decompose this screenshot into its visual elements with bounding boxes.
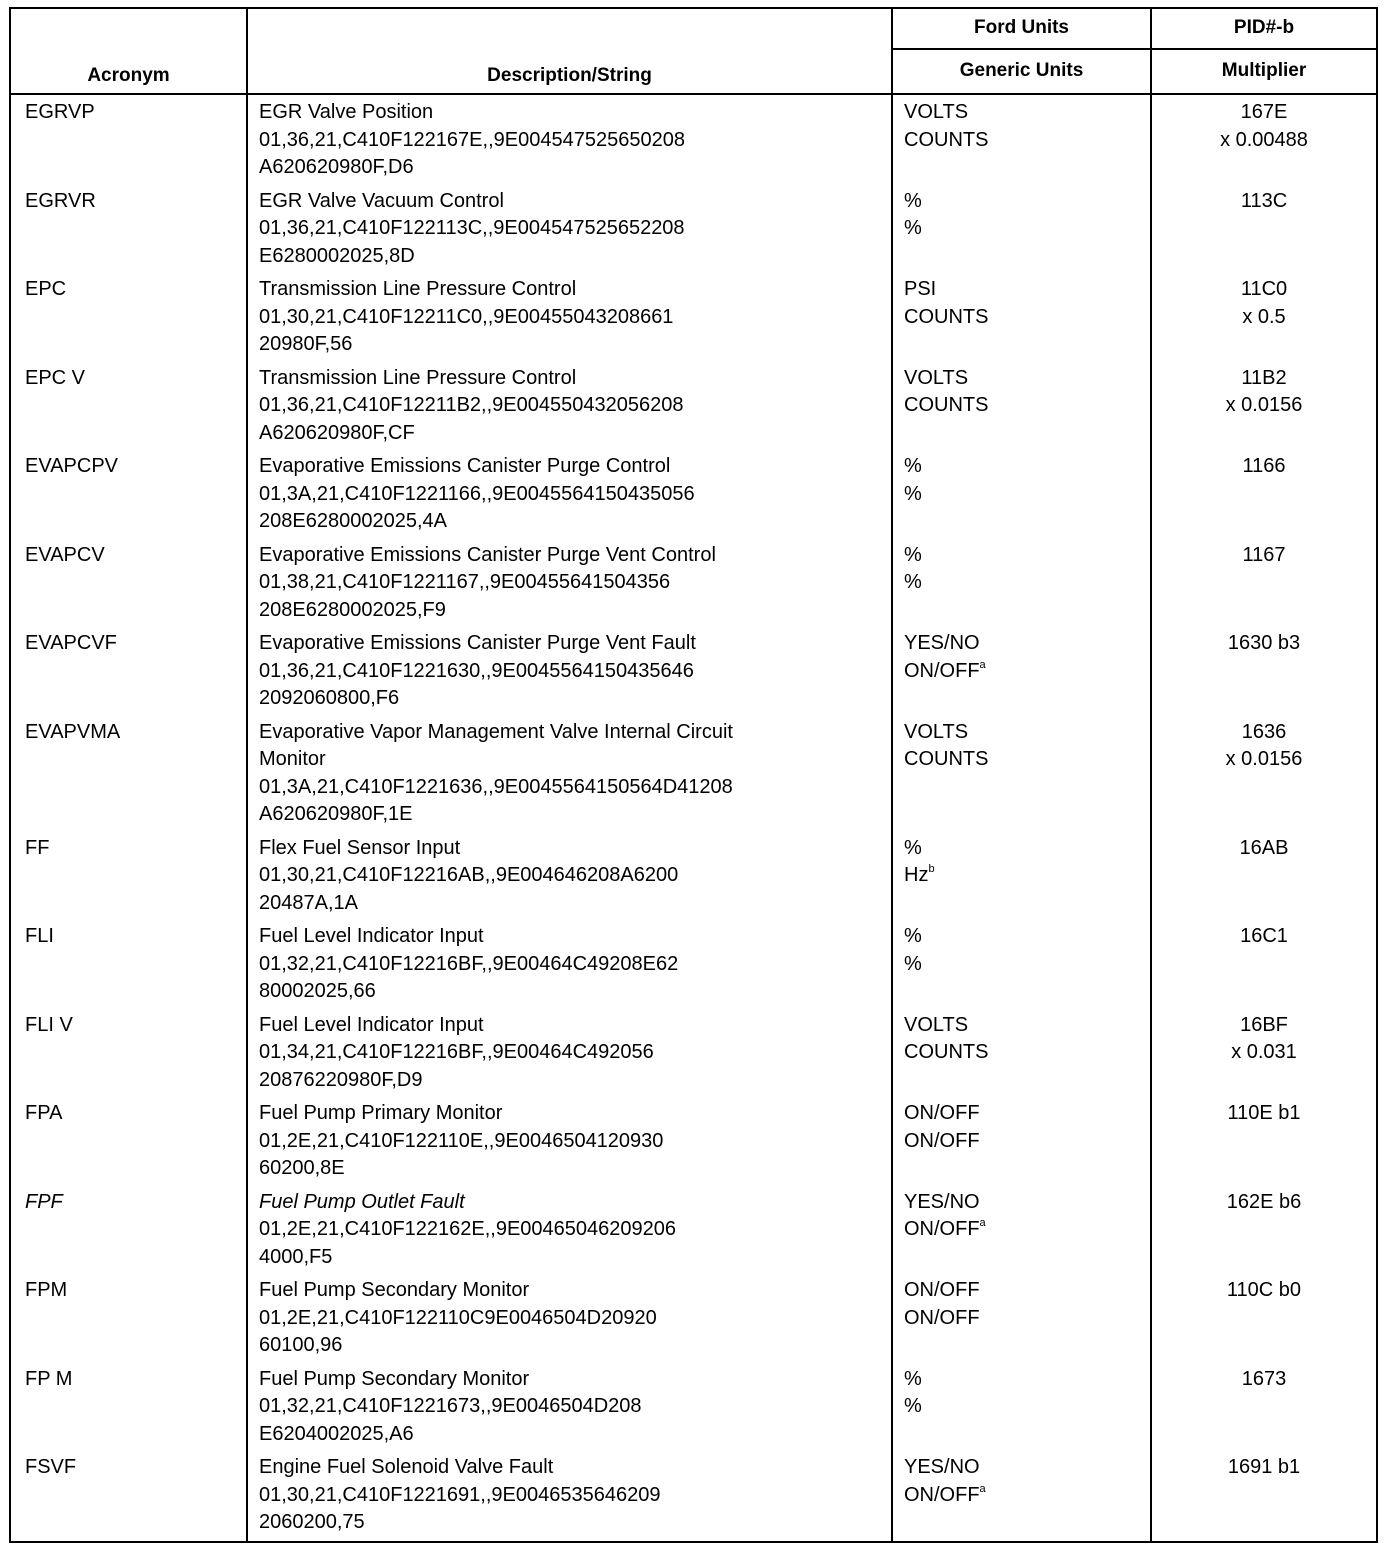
table-row: [10, 94, 1377, 182]
pid-number: 113C: [1240, 189, 1288, 212]
table-row: [10, 1360, 1377, 1449]
description-text: Fuel Pump Primary Monitor: [259, 1102, 503, 1124]
ford-units: YES/NO: [904, 632, 980, 654]
acronym: FSVF: [25, 1456, 77, 1478]
acronym: FPA: [25, 1102, 63, 1124]
pid-number: 11B2: [1241, 366, 1287, 389]
acronym-cell: [10, 1183, 247, 1272]
table-row: [10, 1183, 1377, 1272]
generic-units: ON/OFF: [904, 659, 980, 682]
acronym-cell: [10, 1448, 247, 1542]
pid-number: 1630 b3: [1227, 632, 1301, 654]
units-cell: [892, 270, 1151, 359]
string-line-2: A620620980F,1E: [259, 803, 413, 825]
pid-number: 110C b0: [1226, 1279, 1302, 1301]
description-text: Fuel Pump Secondary Monitor: [259, 1367, 530, 1390]
acronym-cell: [10, 182, 247, 271]
pid-cell: [1151, 270, 1377, 359]
string-line-1: 01,36,21,C410F12211B2,,9E004550432056208: [259, 394, 684, 416]
acronym-cell: [10, 359, 247, 448]
description-cell: [247, 1183, 892, 1272]
acronym: EPC V: [25, 366, 86, 389]
units-cell: [892, 536, 1151, 625]
string-line-1: 01,34,21,C410F12216BF,,9E00464C492056: [259, 1041, 654, 1063]
string-line-2: 208E6280002025,4A: [259, 510, 447, 532]
description-text: Engine Fuel Solenoid Valve Fault: [259, 1456, 554, 1478]
string-line-2: 60200,8E: [259, 1157, 345, 1179]
pid-number: 167E: [1240, 101, 1288, 123]
footnote-marker: a: [979, 1217, 986, 1229]
table-row: [10, 359, 1377, 448]
acronym-cell: [10, 1271, 247, 1360]
description-text: Transmission Line Pressure Control: [259, 366, 577, 389]
acronym-cell: [10, 917, 247, 1006]
table-row: [10, 1006, 1377, 1095]
description-text: Fuel Pump Secondary Monitor: [259, 1279, 530, 1301]
string-line-2: 20487A,1A: [259, 891, 358, 914]
ford-units: ON/OFF: [904, 1102, 980, 1124]
pid-cell: [1151, 94, 1377, 182]
pid-cell: [1151, 917, 1377, 1006]
header-generic-units: Generic Units: [892, 49, 1151, 94]
string-line-2: 80002025,66: [259, 980, 376, 1002]
description-cell: [247, 624, 892, 713]
description-cell: [247, 182, 892, 271]
units-cell: [892, 829, 1151, 918]
pid-cell: [1151, 182, 1377, 271]
units-cell: [892, 182, 1151, 271]
multiplier: x 0.031: [1231, 1041, 1297, 1063]
table-row: [10, 1094, 1377, 1183]
pid-cell: [1151, 624, 1377, 713]
string-line-1: 01,38,21,C410F1221167,,9E00455641504356: [259, 571, 671, 593]
multiplier: x 0.0156: [1225, 748, 1303, 770]
ford-units: PSI: [904, 278, 937, 300]
description-text-cont: Monitor: [259, 748, 326, 770]
description-cell: [247, 829, 892, 918]
ford-units: %: [904, 455, 922, 477]
pid-number: 1673: [1241, 1367, 1287, 1390]
ford-units: VOLTS: [904, 1013, 969, 1036]
description-cell: [247, 270, 892, 359]
description-text: Fuel Level Indicator Input: [259, 1013, 484, 1036]
acronym: FP M: [25, 1367, 73, 1390]
string-line-1: 01,32,21,C410F12216BF,,9E00464C49208E62: [259, 952, 679, 975]
acronym-cell: [10, 829, 247, 918]
description-cell: [247, 917, 892, 1006]
table-row: [10, 536, 1377, 625]
pid-cell: [1151, 1183, 1377, 1272]
string-line-1: 01,36,21,C410F1221630,,9E0045564150435646: [259, 659, 694, 682]
acronym: EGRVP: [25, 101, 95, 123]
pid-number: 1166: [1242, 455, 1286, 477]
units-cell: [892, 1006, 1151, 1095]
ford-units: VOLTS: [904, 720, 969, 743]
generic-units: COUNTS: [904, 128, 989, 151]
pid-cell: [1151, 829, 1377, 918]
header-description: Description/String: [247, 8, 892, 94]
pid-cell: [1151, 359, 1377, 448]
string-line-2: 20980F,56: [259, 333, 353, 355]
description-cell: [247, 447, 892, 536]
string-line-2: E6204002025,A6: [259, 1422, 414, 1445]
string-line-2: 208E6280002025,F9: [259, 598, 446, 621]
pid-cell: [1151, 1006, 1377, 1095]
pid-number: 16AB: [1239, 836, 1289, 859]
units-cell: [892, 1360, 1151, 1449]
generic-units: COUNTS: [904, 394, 989, 416]
string-line-1: 01,36,21,C410F122113C,,9E004547525652208: [259, 217, 685, 239]
description-cell: [247, 1448, 892, 1542]
pid-number: 1167: [1242, 543, 1286, 566]
pid-cell: [1151, 1094, 1377, 1183]
acronym-cell: [10, 536, 247, 625]
string-line-2: 60100,96: [259, 1334, 343, 1356]
footnote-marker: a: [979, 658, 986, 671]
pid-number: 162E b6: [1226, 1190, 1302, 1213]
units-cell: [892, 713, 1151, 829]
table-row: [10, 1271, 1377, 1360]
ford-units: VOLTS: [904, 366, 969, 389]
pid-number: 1636: [1241, 720, 1287, 743]
ford-units: %: [904, 189, 922, 212]
description-text: Evaporative Emissions Canister Purge Vent Control: [259, 543, 716, 566]
acronym: EPC: [25, 278, 67, 300]
description-cell: [247, 94, 892, 182]
header-multiplier: Multiplier: [1151, 49, 1377, 94]
ford-units: YES/NO: [904, 1190, 980, 1213]
acronym-cell: [10, 1006, 247, 1095]
string-line-2: A620620980F,D6: [259, 156, 414, 178]
acronym: FPM: [25, 1279, 68, 1301]
generic-units: %: [904, 482, 922, 505]
table-row: [10, 713, 1377, 829]
footnote-marker: b: [928, 863, 935, 875]
pid-number: 110E b1: [1227, 1102, 1301, 1124]
description-cell: [247, 1271, 892, 1360]
ford-units: YES/NO: [904, 1456, 980, 1478]
acronym-cell: [10, 1094, 247, 1183]
units-cell: [892, 359, 1151, 448]
string-line-2: E6280002025,8D: [259, 244, 415, 267]
string-line-1: 01,3A,21,C410F1221636,,9E0045564150564D41208: [259, 775, 733, 798]
string-line-1: 01,30,21,C410F1221691,,9E0046535646209: [259, 1483, 661, 1506]
generic-units: COUNTS: [904, 305, 989, 328]
pid-number: 11C0: [1240, 278, 1288, 300]
acronym-cell: [10, 94, 247, 182]
generic-units: Hz: [904, 864, 929, 886]
multiplier: x 0.00488: [1220, 128, 1308, 151]
string-line-2: 20876220980F,D9: [259, 1068, 423, 1091]
acronym-cell: [10, 624, 247, 713]
pid-cell: [1151, 447, 1377, 536]
string-line-1: 01,36,21,C410F122167E,,9E004547525650208: [259, 128, 685, 151]
acronym: EVAPCV: [25, 543, 105, 566]
generic-units: %: [904, 952, 922, 975]
generic-units: %: [904, 1395, 922, 1417]
string-line-2: 2092060800,F6: [259, 687, 400, 709]
string-line-1: 01,32,21,C410F1221673,,9E0046504D208: [259, 1395, 642, 1417]
string-line-2: 4000,F5: [259, 1245, 333, 1268]
acronym-cell: [10, 1360, 247, 1449]
generic-units: %: [904, 217, 922, 239]
acronym-cell: [10, 447, 247, 536]
ford-units: %: [904, 836, 922, 859]
pid-cell: [1151, 1271, 1377, 1360]
units-cell: [892, 917, 1151, 1006]
description-cell: [247, 536, 892, 625]
table-row: [10, 270, 1377, 359]
acronym: EVAPVMA: [25, 720, 121, 743]
ford-units: %: [904, 1367, 922, 1390]
description-cell: [247, 1006, 892, 1095]
string-line-1: 01,2E,21,C410F122110C9E0046504D20920: [259, 1306, 657, 1329]
table-row: [10, 1448, 1377, 1542]
footnote-marker: a: [979, 1482, 986, 1495]
table-row: [10, 182, 1377, 271]
generic-units: ON/OFF: [904, 1218, 980, 1240]
generic-units: ON/OFF: [904, 1483, 980, 1506]
units-cell: [892, 1271, 1151, 1360]
table-header: [10, 8, 1377, 94]
pid-number: 16BF: [1240, 1013, 1288, 1036]
generic-units: %: [904, 571, 922, 593]
string-line-2: A620620980F,CF: [259, 421, 415, 444]
header-ford-units: Ford Units: [892, 8, 1151, 49]
acronym: FLI: [25, 925, 54, 947]
description-text: Transmission Line Pressure Control: [259, 278, 577, 300]
acronym: EVAPCPV: [25, 455, 118, 477]
header-acronym: Acronym: [10, 8, 247, 94]
multiplier: x 0.5: [1242, 305, 1286, 328]
generic-units: COUNTS: [904, 1041, 989, 1063]
table-row: [10, 447, 1377, 536]
description-text: EGR Valve Position: [259, 101, 434, 123]
pid-cell: [1151, 1360, 1377, 1449]
description-text: Evaporative Emissions Canister Purge Vent Fault: [259, 632, 696, 654]
units-cell: [892, 1094, 1151, 1183]
table-row: [10, 917, 1377, 1006]
acronym: FLI V: [25, 1013, 73, 1036]
acronym: EGRVR: [25, 189, 96, 212]
table-row: [10, 829, 1377, 918]
description-text: Fuel Pump Outlet Fault: [259, 1190, 465, 1213]
pid-cell: [1151, 1448, 1377, 1542]
string-line-1: 01,30,21,C410F12211C0,,9E00455043208661: [259, 305, 674, 328]
description-text: EGR Valve Vacuum Control: [259, 189, 504, 212]
units-cell: [892, 447, 1151, 536]
pid-table: [9, 7, 1378, 1543]
units-cell: [892, 1448, 1151, 1542]
pid-number: 1691 b1: [1227, 1456, 1301, 1478]
string-line-1: 01,2E,21,C410F122162E,,9E00465046209206: [259, 1218, 677, 1240]
multiplier: x 0.0156: [1225, 394, 1303, 416]
acronym: FF: [25, 836, 50, 859]
string-line-1: 01,30,21,C410F12216AB,,9E004646208A6200: [259, 864, 679, 886]
description-cell: [247, 713, 892, 829]
description-text: Evaporative Vapor Management Valve Internal Circuit: [259, 720, 733, 743]
ford-units: %: [904, 543, 922, 566]
description-text: Flex Fuel Sensor Input: [259, 836, 461, 859]
acronym-cell: [10, 713, 247, 829]
acronym-cell: [10, 270, 247, 359]
string-line-1: 01,3A,21,C410F1221166,,9E0045564150435056: [259, 482, 695, 505]
description-text: Evaporative Emissions Canister Purge Control: [259, 455, 671, 477]
string-line-2: 2060200,75: [259, 1511, 365, 1533]
pid-cell: [1151, 536, 1377, 625]
units-cell: [892, 624, 1151, 713]
ford-units: ON/OFF: [904, 1279, 980, 1301]
units-cell: [892, 94, 1151, 182]
description-cell: [247, 359, 892, 448]
description-cell: [247, 1360, 892, 1449]
generic-units: ON/OFF: [904, 1306, 980, 1329]
header-pid: PID#-b: [1151, 8, 1377, 49]
table-body: [10, 94, 1377, 1542]
string-line-1: 01,2E,21,C410F122110E,,9E0046504120930: [259, 1129, 664, 1152]
generic-units: ON/OFF: [904, 1129, 980, 1152]
acronym: FPF: [25, 1190, 63, 1213]
table-row: [10, 624, 1377, 713]
ford-units: %: [904, 925, 922, 947]
description-cell: [247, 1094, 892, 1183]
units-cell: [892, 1183, 1151, 1272]
generic-units: COUNTS: [904, 748, 989, 770]
pid-cell: [1151, 713, 1377, 829]
pid-number: 16C1: [1240, 925, 1288, 947]
ford-units: VOLTS: [904, 101, 969, 123]
acronym: EVAPCVF: [25, 632, 117, 654]
description-text: Fuel Level Indicator Input: [259, 925, 484, 947]
